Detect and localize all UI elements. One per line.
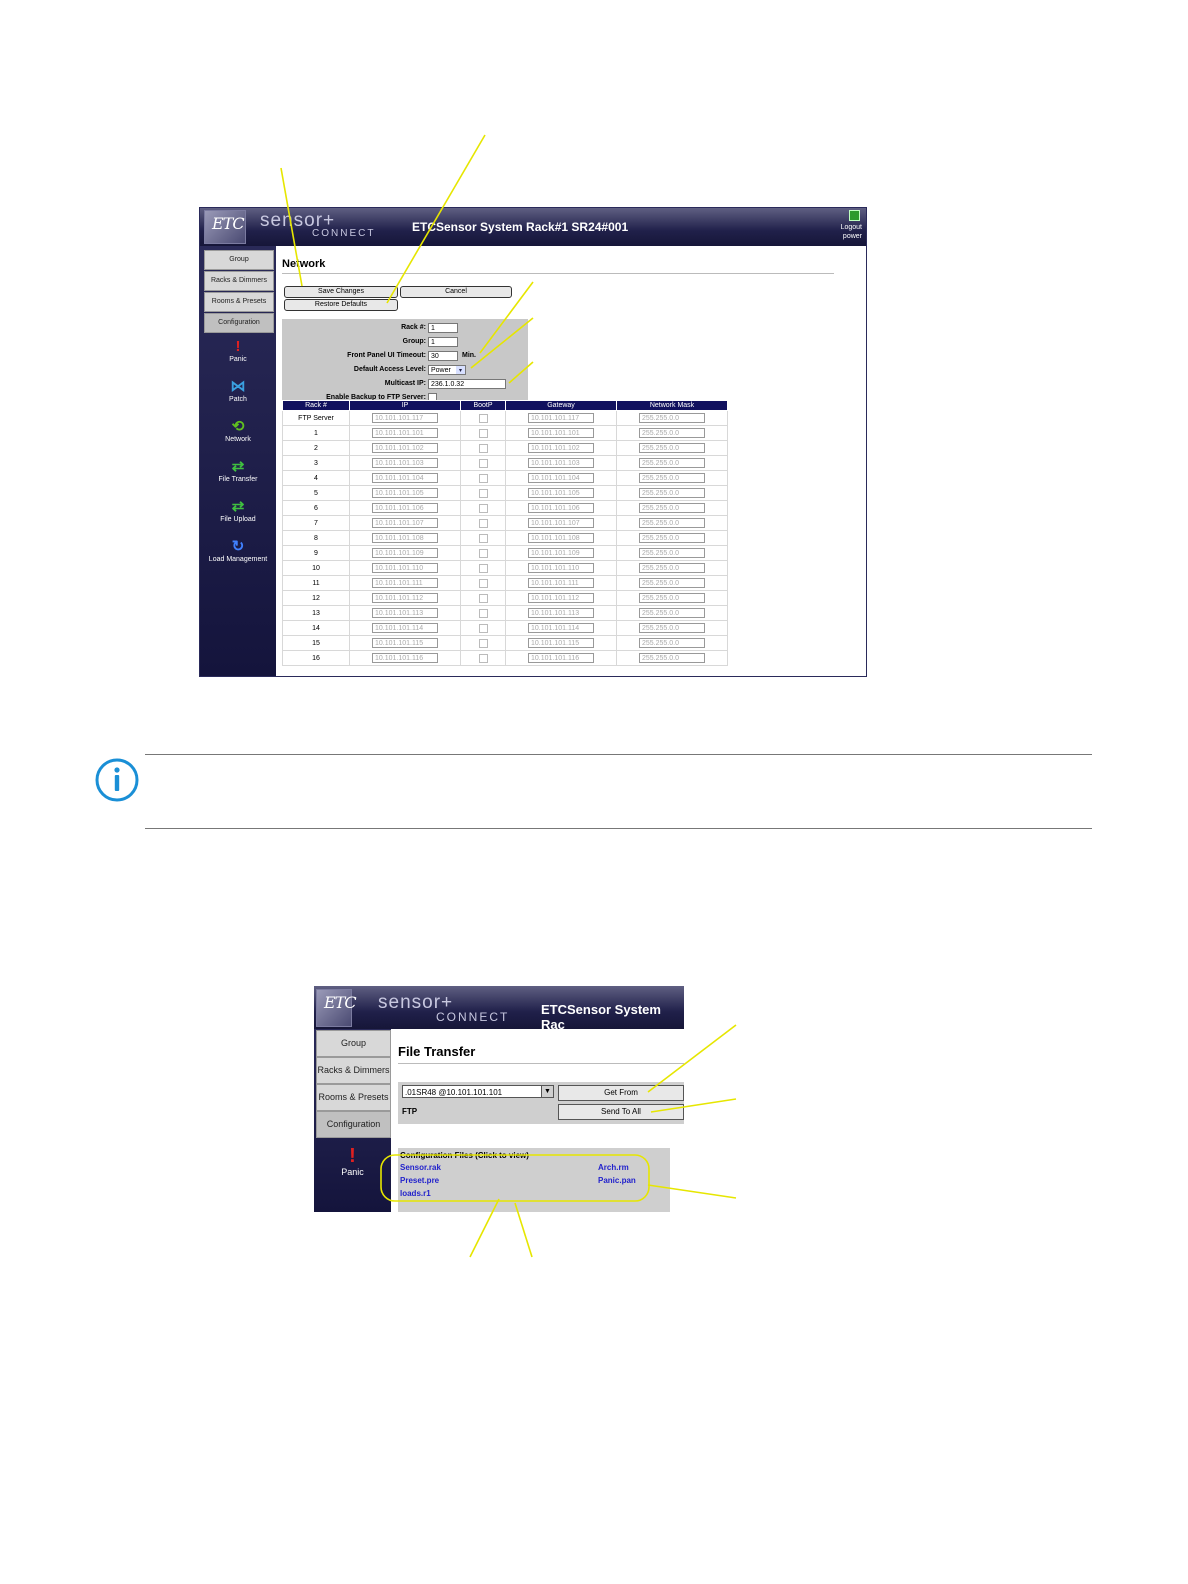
network-mask-input[interactable]: 255.255.0.0 bbox=[639, 518, 705, 528]
nav-racks-dimmers[interactable]: Racks & Dimmers bbox=[316, 1057, 391, 1084]
rack-number-cell: 4 bbox=[283, 471, 350, 486]
side-patch[interactable]: ⋈ Patch bbox=[200, 378, 276, 403]
network-mask-input[interactable]: 255.255.0.0 bbox=[639, 503, 705, 513]
etc-logo: ETC bbox=[204, 210, 246, 244]
file-link-sensor[interactable]: Sensor.rak bbox=[400, 1163, 441, 1172]
nav-group[interactable]: Group bbox=[204, 250, 274, 270]
file-transfer-icon: ⇄ bbox=[231, 458, 245, 475]
get-from-button[interactable]: Get From bbox=[558, 1085, 684, 1101]
ip-input[interactable]: 10.101.101.114 bbox=[372, 623, 438, 633]
rack-number-cell: 7 bbox=[283, 516, 350, 531]
rack-number-cell: 9 bbox=[283, 546, 350, 561]
network-mask-input[interactable]: 255.255.0.0 bbox=[639, 488, 705, 498]
rack-label: Rack #: bbox=[401, 324, 426, 331]
gateway-input[interactable]: 10.101.101.112 bbox=[528, 593, 594, 603]
backup-label: Enable Backup to FTP Server: bbox=[326, 394, 426, 401]
nav-rooms-presets[interactable]: Rooms & Presets bbox=[316, 1084, 391, 1111]
network-mask-input[interactable]: 255.255.0.0 bbox=[639, 458, 705, 468]
gateway-input[interactable]: 10.101.101.113 bbox=[528, 608, 594, 618]
rack-number-cell: FTP Server bbox=[283, 411, 350, 426]
network-mask-input[interactable]: 255.255.0.0 bbox=[639, 443, 705, 453]
ip-input[interactable]: 10.101.101.113 bbox=[372, 608, 438, 618]
side-load-management[interactable]: ↻ Load Management bbox=[200, 538, 276, 563]
network-mask-input[interactable]: 255.255.0.0 bbox=[639, 533, 705, 543]
system-title: ETCSensor System Rac bbox=[541, 1002, 661, 1032]
ip-input[interactable]: 10.101.101.105 bbox=[372, 488, 438, 498]
network-mask-input[interactable]: 255.255.0.0 bbox=[639, 593, 705, 603]
page-title: File Transfer bbox=[398, 1044, 476, 1059]
col-ip: IP bbox=[350, 401, 461, 411]
rack-number-cell: 16 bbox=[283, 651, 350, 666]
gateway-input[interactable]: 10.101.101.111 bbox=[528, 578, 594, 588]
file-link-preset[interactable]: Preset.pre bbox=[400, 1176, 440, 1185]
ip-input[interactable]: 10.101.101.104 bbox=[372, 473, 438, 483]
gateway-input[interactable]: 10.101.101.102 bbox=[528, 443, 594, 453]
ip-input[interactable]: 10.101.101.107 bbox=[372, 518, 438, 528]
chevron-down-icon: ▾ bbox=[456, 366, 465, 374]
ip-input[interactable]: 10.101.101.115 bbox=[372, 638, 438, 648]
side-file-upload[interactable]: ⇄ File Upload bbox=[200, 498, 276, 523]
ip-input[interactable]: 10.101.101.102 bbox=[372, 443, 438, 453]
system-title: ETCSensor System Rack#1 SR24#001 bbox=[412, 220, 629, 234]
ftp-label: FTP bbox=[402, 1107, 418, 1116]
save-changes-button[interactable]: Save Changes bbox=[284, 286, 398, 298]
group-input[interactable]: 1 bbox=[428, 337, 458, 347]
logout-link[interactable]: Logout power bbox=[840, 224, 862, 240]
cancel-button[interactable]: Cancel bbox=[400, 286, 512, 298]
network-mask-input[interactable]: 255.255.0.0 bbox=[639, 413, 705, 423]
restore-defaults-button[interactable]: Restore Defaults bbox=[284, 299, 398, 311]
timeout-input[interactable]: 30 bbox=[428, 351, 458, 361]
rack-number-cell: 2 bbox=[283, 441, 350, 456]
nav-configuration[interactable]: Configuration bbox=[204, 313, 274, 333]
col-gateway: Gateway bbox=[506, 401, 617, 411]
multicast-input[interactable]: 236.1.0.32 bbox=[428, 379, 506, 389]
brand-connect: CONNECT bbox=[312, 228, 376, 239]
gateway-input[interactable]: 10.101.101.115 bbox=[528, 638, 594, 648]
ip-input[interactable]: 10.101.101.112 bbox=[372, 593, 438, 603]
rack-number-cell: 15 bbox=[283, 636, 350, 651]
config-files-title: Configuration Files (Click to view) bbox=[400, 1151, 529, 1160]
gateway-input[interactable]: 10.101.101.107 bbox=[528, 518, 594, 528]
gateway-input[interactable]: 10.101.101.104 bbox=[528, 473, 594, 483]
nav-group[interactable]: Group bbox=[316, 1030, 391, 1057]
file-upload-icon: ⇄ bbox=[231, 498, 245, 515]
etc-logo: ETC bbox=[316, 989, 352, 1027]
network-mask-input[interactable]: 255.255.0.0 bbox=[639, 548, 705, 558]
rack-number-cell: 8 bbox=[283, 531, 350, 546]
send-to-all-button[interactable]: Send To All bbox=[558, 1104, 684, 1120]
ip-input[interactable]: 10.101.101.117 bbox=[372, 413, 438, 423]
access-level-label: Default Access Level: bbox=[353, 366, 426, 373]
panic-icon: ! bbox=[349, 1145, 356, 1167]
gateway-input[interactable]: 10.101.101.117 bbox=[528, 413, 594, 423]
chevron-down-icon: ▼ bbox=[541, 1086, 553, 1097]
brand-connect: CONNECT bbox=[436, 1010, 510, 1024]
timeout-label: Front Panel UI Timeout: bbox=[347, 352, 426, 359]
gateway-input[interactable]: 10.101.101.109 bbox=[528, 548, 594, 558]
page-title: Network bbox=[282, 258, 326, 270]
rack-number-cell: 12 bbox=[283, 591, 350, 606]
rack-number-cell: 11 bbox=[283, 576, 350, 591]
network-mask-input[interactable]: 255.255.0.0 bbox=[639, 578, 705, 588]
ip-input[interactable]: 10.101.101.108 bbox=[372, 533, 438, 543]
network-mask-input[interactable]: 255.255.0.0 bbox=[639, 428, 705, 438]
network-mask-input[interactable]: 255.255.0.0 bbox=[639, 608, 705, 618]
ip-input[interactable]: 10.101.101.110 bbox=[372, 563, 438, 573]
side-panic[interactable]: ! Panic bbox=[200, 338, 276, 363]
access-level-select[interactable]: Power ▾ bbox=[428, 365, 466, 375]
rack-number-cell: 1 bbox=[283, 426, 350, 441]
brand-sensor: sensor+ bbox=[260, 210, 336, 231]
gateway-input[interactable]: 10.101.101.110 bbox=[528, 563, 594, 573]
rack-number-cell: 14 bbox=[283, 621, 350, 636]
side-panic[interactable]: ! Panic bbox=[314, 1145, 391, 1177]
col-bootp: BootP bbox=[461, 401, 506, 411]
side-network[interactable]: ⟲ Network bbox=[200, 418, 276, 443]
network-mask-input[interactable]: 255.255.0.0 bbox=[639, 623, 705, 633]
network-icon: ⟲ bbox=[231, 418, 245, 435]
nav-racks-dimmers[interactable]: Racks & Dimmers bbox=[204, 271, 274, 291]
timeout-unit: Min. bbox=[462, 352, 476, 359]
gateway-input[interactable]: 10.101.101.101 bbox=[528, 428, 594, 438]
file-link-arch[interactable]: Arch.rm bbox=[598, 1163, 629, 1172]
gateway-input[interactable]: 10.101.101.105 bbox=[528, 488, 594, 498]
network-mask-input[interactable]: 255.255.0.0 bbox=[639, 653, 705, 663]
ip-input[interactable]: 10.101.101.106 bbox=[372, 503, 438, 513]
ip-input[interactable]: 10.101.101.103 bbox=[372, 458, 438, 468]
ip-input[interactable]: 10.101.101.111 bbox=[372, 578, 438, 588]
network-mask-input[interactable]: 255.255.0.0 bbox=[639, 473, 705, 483]
col-rack: Rack # bbox=[283, 401, 350, 411]
gateway-input[interactable]: 10.101.101.116 bbox=[528, 653, 594, 663]
side-file-transfer[interactable]: ⇄ File Transfer bbox=[200, 458, 276, 483]
ip-input[interactable]: 10.101.101.109 bbox=[372, 548, 438, 558]
rack-select[interactable]: .01SR48 @10.101.101.101 ▼ bbox=[402, 1085, 554, 1098]
panic-icon: ! bbox=[235, 338, 241, 355]
patch-icon: ⋈ bbox=[230, 378, 246, 395]
brand-sensor: sensor+ bbox=[378, 992, 454, 1013]
nav-configuration[interactable]: Configuration bbox=[316, 1111, 391, 1138]
network-mask-input[interactable]: 255.255.0.0 bbox=[639, 638, 705, 648]
ip-input[interactable]: 10.101.101.116 bbox=[372, 653, 438, 663]
col-network-mask: Network Mask bbox=[617, 401, 728, 411]
ip-input[interactable]: 10.101.101.101 bbox=[372, 428, 438, 438]
rack-input[interactable]: 1 bbox=[428, 323, 458, 333]
nav-rooms-presets[interactable]: Rooms & Presets bbox=[204, 292, 274, 312]
rack-number-cell: 5 bbox=[283, 486, 350, 501]
multicast-label: Multicast IP: bbox=[384, 380, 426, 387]
rack-number-cell: 3 bbox=[283, 456, 350, 471]
network-mask-input[interactable]: 255.255.0.0 bbox=[639, 563, 705, 573]
gateway-input[interactable]: 10.101.101.103 bbox=[528, 458, 594, 468]
rack-number-cell: 6 bbox=[283, 501, 350, 516]
gateway-input[interactable]: 10.101.101.108 bbox=[528, 533, 594, 543]
file-link-loads[interactable]: loads.r1 bbox=[400, 1189, 431, 1198]
load-management-icon: ↻ bbox=[231, 538, 245, 555]
gateway-input[interactable]: 10.101.101.114 bbox=[528, 623, 594, 633]
group-label: Group: bbox=[402, 338, 426, 345]
rack-number-cell: 13 bbox=[283, 606, 350, 621]
rack-number-cell: 10 bbox=[283, 561, 350, 576]
file-link-panic[interactable]: Panic.pan bbox=[598, 1176, 636, 1185]
gateway-input[interactable]: 10.101.101.106 bbox=[528, 503, 594, 513]
